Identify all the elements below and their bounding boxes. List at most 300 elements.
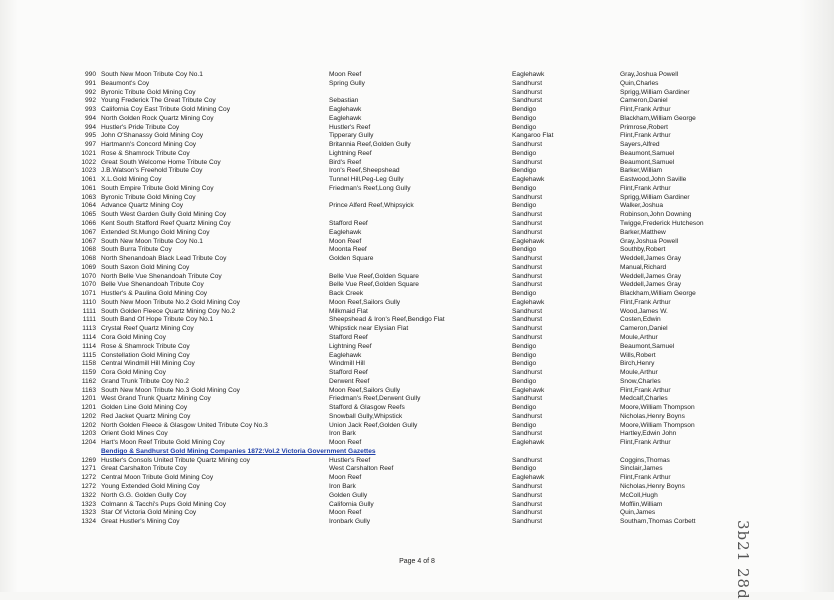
company-name-cell: Hartmann's Concord Mining Coy xyxy=(101,141,197,149)
table-row xyxy=(0,264,834,273)
table-row xyxy=(0,518,834,527)
reef-location-cell: Back Creek xyxy=(329,290,364,298)
reef-location-cell: Moon Reef xyxy=(329,71,362,78)
registered-manager-cell: Beaumont,Samuel xyxy=(620,342,675,350)
table-row xyxy=(0,343,834,352)
table-row xyxy=(0,202,834,211)
registered-manager-cell: McColl,Hugh xyxy=(620,491,658,499)
registered-manager-cell: Sinclair,James xyxy=(620,465,663,473)
company-name-cell: South Band Of Hope Tribute Coy No.1 xyxy=(101,316,214,324)
registered-manager-cell: Flint,Frank Arthur xyxy=(620,298,671,306)
district-cell: Sandhurst xyxy=(512,263,543,271)
company-name-cell: Extended St.Mungo Gold Mining Coy xyxy=(101,228,210,236)
district-cell: Bendigo xyxy=(512,184,537,192)
reef-location-cell: Stafford Reef xyxy=(329,220,368,228)
table-row xyxy=(0,369,834,378)
district-cell: Bendigo xyxy=(512,377,537,385)
district-cell: Sandhurst xyxy=(512,307,543,315)
registered-manager-cell: Flint,Frank Arthur xyxy=(620,386,671,394)
district-cell: Eaglehawk xyxy=(512,386,545,394)
reef-location-cell: Bird's Reef xyxy=(329,158,362,166)
reef-location-cell: Tunnel Hill,Peg-Leg Gully xyxy=(329,176,404,184)
number-cell: 1061 xyxy=(81,176,96,184)
company-name-cell: South Burra Tribute Coy xyxy=(101,246,172,254)
registered-manager-cell: Walker,Joshua xyxy=(620,202,664,210)
number-cell: 993 xyxy=(84,106,96,114)
company-name-cell: Golden Line Gold Mining Coy xyxy=(101,404,188,412)
number-cell: 1163 xyxy=(81,386,96,394)
registered-manager-cell: Weddell,James Gray xyxy=(620,281,682,289)
company-name-cell: West Grand Trunk Quartz Mining Coy xyxy=(101,395,211,403)
reef-location-cell: Sheepshead & Iron's Reef,Bendigo Flat xyxy=(329,316,445,324)
company-name-cell: Young Frederick The Great Tribute Coy xyxy=(101,97,216,105)
table-row xyxy=(0,465,834,474)
registered-manager-cell: Birch,Henry xyxy=(620,360,655,368)
reef-location-cell: Moon Reef,Sailors Gully xyxy=(329,386,401,394)
table-row xyxy=(0,141,834,150)
district-cell: Sandhurst xyxy=(512,79,543,87)
registered-manager-cell: Cameron,Daniel xyxy=(620,97,668,105)
registered-manager-cell: Flint,Frank Arthur xyxy=(620,184,671,192)
registered-manager-cell: Wood,James W. xyxy=(620,307,668,315)
number-cell: 1066 xyxy=(81,220,96,228)
number-cell: 1158 xyxy=(81,360,96,368)
company-name-cell: Hart's Moon Reef Tribute Gold Mining Coy xyxy=(101,439,225,447)
district-cell: Bendigo xyxy=(512,360,537,368)
company-name-cell: Great Carshalton Tribute Coy xyxy=(101,465,187,473)
table-row xyxy=(0,430,834,439)
table-row xyxy=(0,448,834,457)
registered-manager-cell: Hartley,Edwin John xyxy=(620,430,677,438)
reef-location-cell: Windmill Hill xyxy=(329,360,365,368)
district-cell: Sandhurst xyxy=(512,491,543,499)
district-cell: Sandhurst xyxy=(512,482,543,490)
number-cell: 1070 xyxy=(81,281,96,289)
district-cell: Eaglehawk xyxy=(512,474,545,482)
table-row xyxy=(0,159,834,168)
company-name-cell: Constellation Gold Mining Coy xyxy=(101,351,190,359)
reef-location-cell: Spring Gully xyxy=(329,79,365,87)
company-name-cell: Kent South Stafford Reef Quartz Mining Coy xyxy=(101,220,231,228)
district-cell: Sandhurst xyxy=(512,220,543,228)
table-row xyxy=(0,422,834,431)
district-cell: Sandhurst xyxy=(512,97,543,105)
district-cell: Sandhurst xyxy=(512,281,543,289)
reef-location-cell: Moon Reef xyxy=(329,509,362,517)
number-cell: 1110 xyxy=(82,298,96,306)
registered-manager-cell: Moore,William Thompson xyxy=(620,421,695,429)
company-name-cell: John O'Shanassy Gold Mining Coy xyxy=(101,132,204,140)
company-name-cell: J.B.Watson's Freehold Tribute Coy xyxy=(101,167,203,175)
district-cell: Sandhurst xyxy=(512,211,543,219)
district-cell: Eaglehawk xyxy=(512,71,545,78)
reef-location-cell: Eaglehawk xyxy=(329,228,362,236)
reef-location-cell: Stafford Reef xyxy=(329,369,368,377)
company-name-cell: Central Windmill Hill Mining Coy xyxy=(101,360,195,368)
reef-location-cell: Iron Bark xyxy=(329,482,356,490)
reef-location-cell: Friedman's Reef,Derwent Gully xyxy=(329,395,421,403)
table-row xyxy=(0,492,834,501)
company-name-cell: Grand Trunk Tribute Coy No.2 xyxy=(101,377,189,385)
district-cell: Sandhurst xyxy=(512,456,543,464)
district-cell: Sandhurst xyxy=(512,395,543,403)
registered-manager-cell: Sprigg,William Gardiner xyxy=(620,88,690,96)
company-name-cell: Rose & Shamrock Tribute Coy xyxy=(101,342,190,350)
registered-manager-cell: Blackham,William George xyxy=(620,114,696,122)
number-cell: 1021 xyxy=(81,149,96,157)
district-cell: Eaglehawk xyxy=(512,439,545,447)
registered-manager-cell: Beaumont,Samuel xyxy=(620,149,675,157)
table-row xyxy=(0,185,834,194)
company-name-cell: Beaumont's Coy xyxy=(101,79,150,87)
district-cell: Bendigo xyxy=(512,114,537,122)
reef-location-cell: Eaglehawk xyxy=(329,114,362,122)
company-name-cell: California Coy East Tribute Gold Mining Coy xyxy=(101,106,230,114)
district-cell: Bendigo xyxy=(512,202,537,210)
table-row xyxy=(0,474,834,483)
table-row xyxy=(0,308,834,317)
table-row xyxy=(0,255,834,264)
registered-manager-cell: Flint,Frank Arthur xyxy=(620,132,671,140)
registered-manager-cell: Gray,Joshua Powell xyxy=(620,71,679,78)
number-cell: 1201 xyxy=(81,395,96,403)
number-cell: 1068 xyxy=(81,246,96,254)
gazette-table xyxy=(0,71,834,527)
company-name-cell: Orient Gold Mines Coy xyxy=(101,430,168,438)
company-name-cell: Byronic Tribute Gold Mining Coy xyxy=(101,193,196,201)
registered-manager-cell: Cameron,Daniel xyxy=(620,325,668,333)
number-cell: 1061 xyxy=(81,184,96,192)
registered-manager-cell: Manual,Richard xyxy=(620,263,667,271)
district-cell: Sandhurst xyxy=(512,412,543,420)
table-row xyxy=(0,273,834,282)
number-cell: 1201 xyxy=(81,404,96,412)
district-cell: Bendigo xyxy=(512,351,537,359)
company-name-cell: South Empire Tribute Gold Mining Coy xyxy=(101,184,214,192)
company-name-cell: Cora Gold Mining Coy xyxy=(101,333,166,341)
number-cell: 994 xyxy=(84,114,96,122)
registered-manager-cell: Moule,Arthur xyxy=(620,333,658,341)
reef-location-cell: Snowball Gully,Whipstick xyxy=(329,412,403,420)
registered-manager-cell: Moffiin,William xyxy=(620,500,663,508)
district-cell: Bendigo xyxy=(512,421,537,429)
company-name-cell: South Golden Fleece Quartz Mining Coy No.2 xyxy=(101,307,236,315)
number-cell: 1111 xyxy=(82,316,96,324)
number-cell: 1324 xyxy=(81,518,96,526)
district-cell: Sandhurst xyxy=(512,88,543,96)
reef-location-cell: West Carshalton Reef xyxy=(329,465,394,473)
reef-location-cell: Golden Gully xyxy=(329,491,368,499)
district-cell: Bendigo xyxy=(512,246,537,254)
reef-location-cell: Derwent Reef xyxy=(329,377,370,385)
number-cell: 1069 xyxy=(81,263,96,271)
registered-manager-cell: Flint,Frank Arthur xyxy=(620,106,671,114)
district-cell: Eaglehawk xyxy=(512,176,545,184)
number-cell: 1203 xyxy=(81,430,96,438)
table-row xyxy=(0,334,834,343)
company-name-cell: South Saxon Gold Mining Coy xyxy=(101,263,190,271)
company-name-cell: North Belle Vue Shenandoah Tribute Coy xyxy=(101,272,222,280)
table-row xyxy=(0,316,834,325)
district-cell: Sandhurst xyxy=(512,509,543,517)
reef-location-cell: Moon Reef xyxy=(329,439,362,447)
table-row xyxy=(0,457,834,466)
table-row xyxy=(0,220,834,229)
district-cell: Sandhurst xyxy=(512,325,543,333)
company-name-cell: Great Hustler's Mining Coy xyxy=(101,518,180,526)
reef-location-cell: Friedman's Reef,Long Gully xyxy=(329,184,411,192)
district-cell: Bendigo xyxy=(512,342,537,350)
company-name-cell: Central Moon Tribute Gold Mining Coy xyxy=(101,474,214,482)
registered-manager-cell: Quin,James xyxy=(620,509,656,517)
number-cell: 1114 xyxy=(82,333,96,341)
reef-location-cell: Tipperary Gully xyxy=(329,132,374,140)
table-row xyxy=(0,281,834,290)
table-row xyxy=(0,439,834,448)
district-cell: Bendigo xyxy=(512,465,537,473)
reef-location-cell: Stafford & Glasgow Reefs xyxy=(329,404,405,412)
table-row xyxy=(0,395,834,404)
company-name-cell: Hustler's Pride Tribute Coy xyxy=(101,123,180,131)
number-cell: 1064 xyxy=(81,202,96,210)
registered-manager-cell: Southby,Robert xyxy=(620,246,666,254)
registered-manager-cell: Moule,Arthur xyxy=(620,369,658,377)
table-row xyxy=(0,387,834,396)
number-cell: 1022 xyxy=(81,158,96,166)
number-cell: 1111 xyxy=(82,307,96,315)
registered-manager-cell: Costen,Edwin xyxy=(620,316,661,324)
table-row xyxy=(0,404,834,413)
district-cell: Kangaroo Flat xyxy=(512,132,554,140)
number-cell: 1272 xyxy=(81,474,96,482)
registered-manager-cell: Weddell,James Gray xyxy=(620,255,682,263)
district-cell: Sandhurst xyxy=(512,158,543,166)
district-cell: Bendigo xyxy=(512,404,537,412)
reef-location-cell: Prince Alferd Reef,Whipsyick xyxy=(329,202,414,210)
number-cell: 1202 xyxy=(81,412,96,420)
district-cell: Bendigo xyxy=(512,123,537,131)
registered-manager-cell: Primrose,Robert xyxy=(620,123,669,131)
registered-manager-cell: Gray,Joshua Powell xyxy=(620,237,679,245)
number-cell: 992 xyxy=(84,88,96,96)
reef-location-cell: Hustler's Reef xyxy=(329,456,371,464)
reef-location-cell: Moonta Reef xyxy=(329,246,367,254)
district-cell: Eaglehawk xyxy=(512,298,545,306)
reef-location-cell: California Gully xyxy=(329,500,374,508)
company-name-cell: South New Moon Tribute No.2 Gold Mining Coy xyxy=(101,298,240,306)
reef-location-cell: Stafford Reef xyxy=(329,333,368,341)
registered-manager-cell: Moore,William Thompson xyxy=(620,404,695,412)
table-row xyxy=(0,483,834,492)
registered-manager-cell: Wills,Robert xyxy=(620,351,656,359)
number-cell: 1067 xyxy=(81,237,96,245)
district-cell: Eaglehawk xyxy=(512,237,545,245)
number-cell: 1269 xyxy=(81,456,96,464)
reef-location-cell: Golden Square xyxy=(329,255,374,263)
table-row xyxy=(0,290,834,299)
district-cell: Bendigo xyxy=(512,290,537,298)
company-name-cell: Hustler's Consols United Tribute Quartz Mining coy xyxy=(101,456,250,464)
district-cell: Bendigo xyxy=(512,106,537,114)
table-row xyxy=(0,176,834,185)
registered-manager-cell: Nicholas,Henry Boyns xyxy=(620,412,685,420)
table-row xyxy=(0,413,834,422)
company-name-cell: South New Moon Tribute Coy No.1 xyxy=(101,71,203,78)
number-cell: 1114 xyxy=(82,342,96,350)
handwritten-annotation: 3b21 28d xyxy=(734,520,752,600)
number-cell: 1070 xyxy=(81,272,96,280)
reef-location-cell: Ironbark Gully xyxy=(329,518,371,526)
company-name-cell: Crystal Reef Quartz Mining Coy xyxy=(101,325,194,333)
district-cell: Sandhurst xyxy=(512,193,543,201)
company-name-cell: Belle Vue Shenandoah Tribute Coy xyxy=(101,281,204,289)
reef-location-cell: Lightning Reef xyxy=(329,342,372,350)
company-name-cell: North G.G. Golden Gully Coy xyxy=(101,491,187,499)
district-cell: Sandhurst xyxy=(512,500,543,508)
table-row xyxy=(0,115,834,124)
table-row xyxy=(0,238,834,247)
reef-location-cell: Sebastian xyxy=(329,97,359,105)
company-name-cell: Great South Welcome Home Tribute Coy xyxy=(101,158,221,166)
number-cell: 1322 xyxy=(81,491,96,499)
registered-manager-cell: Barker,William xyxy=(620,167,663,175)
number-cell: 992 xyxy=(84,97,96,105)
company-name-cell: Hustler's & Paulina Gold Mining Coy xyxy=(101,290,208,298)
table-row xyxy=(0,211,834,220)
number-cell: 997 xyxy=(84,141,96,149)
district-cell: Sandhurst xyxy=(512,316,543,324)
number-cell: 1063 xyxy=(81,193,96,201)
number-cell: 1204 xyxy=(81,439,96,447)
district-cell: Sandhurst xyxy=(512,141,543,149)
registered-manager-cell: Twigge,Frederick Hutcheson xyxy=(620,220,704,228)
number-cell: 1065 xyxy=(81,211,96,219)
company-name-cell: North Golden Fleece & Glasgow United Tribute Coy No.3 xyxy=(101,421,268,429)
table-row xyxy=(0,325,834,334)
reef-location-cell: Milkmaid Flat xyxy=(329,307,368,315)
company-name-cell: Red Jacket Quartz Mining Coy xyxy=(101,412,191,420)
number-cell: 1067 xyxy=(81,228,96,236)
registered-manager-cell: Snow,Charles xyxy=(620,377,661,385)
registered-manager-cell: Sayers,Alfred xyxy=(620,141,660,149)
registered-manager-cell: Southam,Thomas Corbett xyxy=(620,518,696,526)
table-row xyxy=(0,194,834,203)
company-name-cell: South West Garden Gully Gold Mining Coy xyxy=(101,211,227,219)
reef-location-cell: Eaglehawk xyxy=(329,351,362,359)
company-name-cell: Young Extended Gold Mining Coy xyxy=(101,482,200,490)
table-row xyxy=(0,246,834,255)
registered-manager-cell: Blackham,William George xyxy=(620,290,696,298)
company-name-cell: Advance Quartz Mining Coy xyxy=(101,202,184,210)
company-name-cell: Star Of Victoria Gold Mining Coy xyxy=(101,509,197,517)
number-cell: 1023 xyxy=(81,167,96,175)
district-cell: Sandhurst xyxy=(512,272,543,280)
reef-location-cell: Moon Reef,Sailors Gully xyxy=(329,298,401,306)
reef-location-cell: Britannia Reef,Golden Gully xyxy=(329,141,411,149)
reef-location-cell: Lightning Reef xyxy=(329,149,372,157)
registered-manager-cell: Medcalf,Charles xyxy=(620,395,668,403)
table-row xyxy=(0,71,834,80)
district-cell: Sandhurst xyxy=(512,518,543,526)
table-row xyxy=(0,501,834,510)
district-cell: Sandhurst xyxy=(512,333,543,341)
reef-location-cell: Hustler's Reef xyxy=(329,123,371,131)
registered-manager-cell: Weddell,James Gray xyxy=(620,272,682,280)
number-cell: 1323 xyxy=(81,509,96,517)
company-name-cell: North Golden Rock Quartz Mining Coy xyxy=(101,114,214,122)
reef-location-cell: Moon Reef xyxy=(329,474,362,482)
table-row xyxy=(0,229,834,238)
registered-manager-cell: Coggins,Thomas xyxy=(620,456,670,464)
table-row xyxy=(0,360,834,369)
registered-manager-cell: Sprigg,William Gardiner xyxy=(620,193,690,201)
company-name-cell: South New Moon Tribute Coy No.1 xyxy=(101,237,203,245)
company-name-cell: South New Moon Tribute No.3 Gold Mining Coy xyxy=(101,386,240,394)
district-cell: Sandhurst xyxy=(512,255,543,263)
reef-location-cell: Eaglehawk xyxy=(329,106,362,114)
registered-manager-cell: Nicholas,Henry Boyns xyxy=(620,482,685,490)
table-row xyxy=(0,378,834,387)
number-cell: 1272 xyxy=(81,482,96,490)
number-cell: 990 xyxy=(84,71,96,78)
table-row xyxy=(0,509,834,518)
number-cell: 1271 xyxy=(81,465,96,473)
number-cell: 1071 xyxy=(81,290,96,298)
reef-location-cell: Moon Reef xyxy=(329,237,362,245)
table-row xyxy=(0,352,834,361)
registered-manager-cell: Flint,Frank Arthur xyxy=(620,474,671,482)
registered-manager-cell: Flint,Frank Arthur xyxy=(620,439,671,447)
district-cell: Sandhurst xyxy=(512,228,543,236)
number-cell: 994 xyxy=(84,123,96,131)
table-row xyxy=(0,97,834,106)
number-cell: 1323 xyxy=(81,500,96,508)
company-name-cell: Cora Gold Mining Coy xyxy=(101,369,166,377)
reef-location-cell: Iron Bark xyxy=(329,430,356,438)
number-cell: 991 xyxy=(84,79,96,87)
district-cell: Sandhurst xyxy=(512,369,543,377)
page-number: Page 4 of 8 xyxy=(399,558,435,565)
reef-location-cell: Iron's Reef,Sheepshead xyxy=(329,167,400,175)
number-cell: 1115 xyxy=(82,351,96,359)
table-row xyxy=(0,299,834,308)
registered-manager-cell: Barker,Matthew xyxy=(620,228,666,236)
source-link[interactable]: Bendigo & Sandhurst Gold Mining Companies 1872:Vol.2 Victoria Government Gazettes xyxy=(101,447,376,455)
number-cell: 1068 xyxy=(81,255,96,263)
table-row xyxy=(0,106,834,115)
number-cell: 995 xyxy=(84,132,96,140)
number-cell: 1202 xyxy=(81,421,96,429)
table-row xyxy=(0,167,834,176)
number-cell: 1162 xyxy=(81,377,96,385)
registered-manager-cell: Beaumont,Samuel xyxy=(620,158,675,166)
registered-manager-cell: Eastwood,John Saville xyxy=(620,176,687,184)
reef-location-cell: Belle Vue Reef,Golden Square xyxy=(329,272,419,280)
district-cell: Bendigo xyxy=(512,149,537,157)
district-cell: Bendigo xyxy=(512,167,537,175)
table-row xyxy=(0,150,834,159)
company-name-cell: Rose & Shamrock Tribute Coy xyxy=(101,149,190,157)
number-cell: 1159 xyxy=(81,369,96,377)
number-cell: 1113 xyxy=(82,325,96,333)
company-name-cell: Colmann & Tacchi's Pups Gold Mining Coy xyxy=(101,500,227,508)
registered-manager-cell: Robinson,John Downing xyxy=(620,211,692,219)
district-cell: Sandhurst xyxy=(512,430,543,438)
table-row xyxy=(0,124,834,133)
company-name-cell: X.L.Gold Mining Coy xyxy=(101,176,162,184)
table-row xyxy=(0,89,834,98)
company-name-cell: North Shenandoah Black Lead Tribute Coy xyxy=(101,255,227,263)
